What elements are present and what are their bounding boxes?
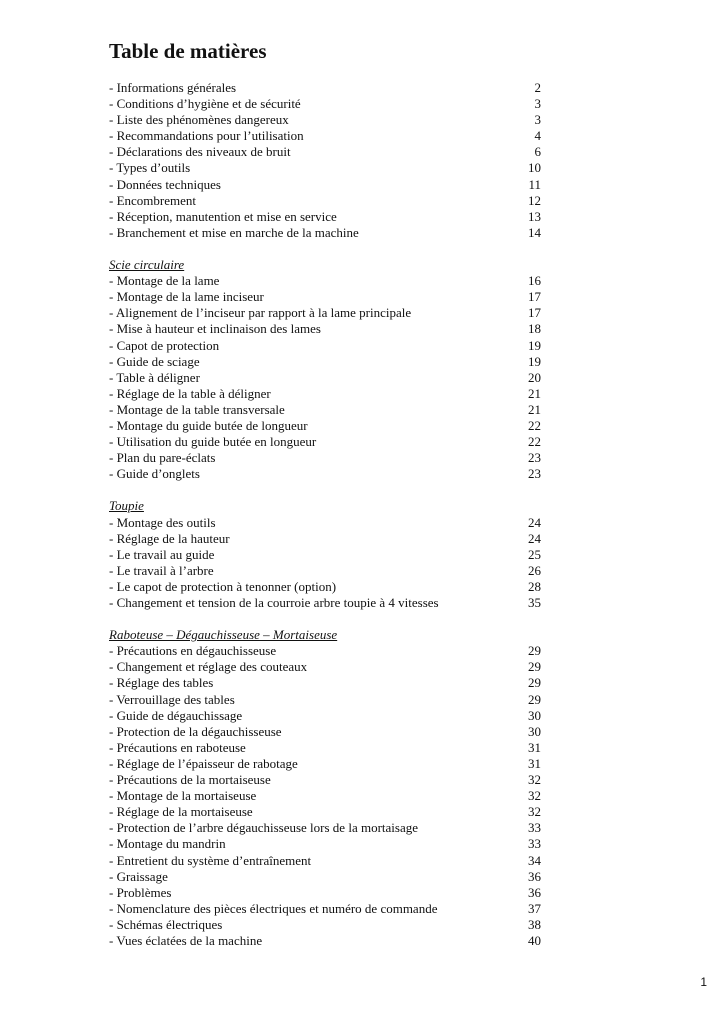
toc-entry (109, 804, 541, 820)
toc-entry-title: - Montage du guide butée de longueur (109, 417, 308, 433)
toc-entry-title: - Montage des outils (109, 514, 216, 530)
toc-entry-title: - Alignement de l’inciseur par rapport à la lame principale (109, 305, 412, 321)
toc-entry-title: - Protection de la dégauchisseuse (109, 723, 282, 739)
toc-entry (109, 547, 541, 563)
toc-entry-title: - Réception, manutention et mise en service (109, 208, 337, 224)
toc-entry (109, 772, 541, 788)
toc-entry-title: - Montage de la lame inciseur (109, 289, 264, 305)
toc-entry-title: - Protection de l’arbre dégauchisseuse lors de la mortaisage (109, 820, 418, 836)
toc-entry (109, 209, 541, 225)
toc-entry-page-number: 20 (528, 369, 541, 385)
toc-entry-title: - Le travail à l’arbre (109, 562, 214, 578)
toc-entry-title: - Guide de dégauchissage (109, 707, 243, 723)
toc-entry-page-number: 32 (528, 804, 541, 820)
toc-entry-page-number: 6 (534, 144, 541, 160)
toc-entry-title: - Capot de protection (109, 337, 220, 353)
toc-entry-page-number: 24 (528, 530, 541, 546)
toc-entry-page-number: 13 (528, 208, 541, 224)
toc-entry (109, 289, 541, 305)
toc-entry-title: - Informations générales (109, 80, 237, 95)
toc-entry (109, 418, 541, 434)
toc-entry (109, 144, 541, 160)
toc-entry (109, 128, 541, 144)
toc-entry (109, 708, 541, 724)
toc-entry-page-number: 38 (528, 916, 541, 932)
toc-entry-page-number: 3 (534, 112, 541, 128)
toc-entry-page-number: 23 (528, 450, 541, 466)
toc-entry-page-number: 30 (528, 723, 541, 739)
toc-entry-title: - Le capot de protection à tenonner (option) (109, 578, 337, 594)
toc-entry-page-number: 34 (528, 852, 541, 868)
toc-entry-page-number: 4 (534, 128, 541, 144)
toc-entry-page-number: 10 (528, 160, 541, 176)
toc-entry (109, 450, 541, 466)
toc-entry-title: - Vues éclatées de la machine (109, 932, 263, 948)
toc-entry (109, 820, 541, 836)
toc-entry-page-number: 24 (528, 514, 541, 530)
toc-entry-page-number: 37 (528, 900, 541, 916)
toc-entry-title: - Mise à hauteur et inclinaison des lames (109, 321, 321, 337)
toc-entry-title: - Précautions en raboteuse (109, 739, 246, 755)
toc-entry-page-number: 17 (528, 305, 541, 321)
toc-entry-title: - Guide de sciage (109, 353, 200, 369)
toc-entry-page-number: 21 (528, 401, 541, 417)
toc-entry (109, 643, 541, 659)
toc-entry (109, 321, 541, 337)
toc-entry-title: - Montage de la table transversale (109, 401, 285, 417)
toc-entry-page-number: 29 (528, 643, 541, 659)
toc-entry-page-number: 33 (528, 836, 541, 852)
toc-entry (109, 869, 541, 885)
toc-entry-page-number: 14 (528, 224, 541, 240)
toc-entry-page-number: 29 (528, 659, 541, 675)
toc-sections (109, 257, 541, 949)
toc-section (109, 257, 541, 482)
toc-entry-page-number: 23 (528, 466, 541, 482)
toc-entry-title: - Schémas électriques (109, 916, 223, 932)
toc-entry-title: - Plan du pare-éclats (109, 450, 216, 466)
toc-entry (109, 788, 541, 804)
toc-section-heading: Raboteuse – Dégauchisseuse – Mortaiseuse (109, 627, 338, 643)
toc-entry-page-number: 3 (534, 96, 541, 112)
toc-entry-page-number: 19 (528, 337, 541, 353)
toc-entry-title: - Réglage de la mortaiseuse (109, 804, 253, 820)
toc-entry (109, 225, 541, 241)
toc-entry (109, 466, 541, 482)
toc-entry-title: - Verrouillage des tables (109, 691, 235, 707)
toc-section-heading: Toupie (109, 498, 144, 514)
toc-entry (109, 675, 541, 691)
toc-entry-title: - Données techniques (109, 176, 221, 192)
toc-entry (109, 177, 541, 193)
toc-entry-title: - Liste des phénomènes dangereux (109, 112, 289, 128)
toc-entry-page-number: 32 (528, 788, 541, 804)
toc-entry-page-number: 36 (528, 884, 541, 900)
toc-entry-title: - Changement et réglage des couteaux (109, 659, 308, 675)
toc-entry-title: - Table à déligner (109, 369, 200, 385)
toc-entry-page-number: 2 (534, 80, 541, 95)
toc-entry-page-number: 33 (528, 820, 541, 836)
table-of-contents (109, 80, 541, 949)
toc-section (109, 498, 541, 611)
toc-entry-page-number: 22 (528, 434, 541, 450)
toc-entry-title: - Recommandations pour l’utilisation (109, 128, 304, 144)
toc-entry (109, 917, 541, 933)
toc-entry-title: - Déclarations des niveaux de bruit (109, 144, 291, 160)
page-number: 1 (700, 975, 707, 989)
toc-entry (109, 531, 541, 547)
toc-entry-title: - Types d’outils (109, 160, 191, 176)
toc-entry-page-number: 21 (528, 385, 541, 401)
toc-entry (109, 112, 541, 128)
toc-entry-title: - Précautions en dégauchisseuse (109, 643, 277, 659)
toc-entry-page-number: 36 (528, 868, 541, 884)
toc-entry-title: - Montage du mandrin (109, 836, 226, 852)
toc-entry-title: - Entretient du système d’entraînement (109, 852, 312, 868)
page-title: Table de matières (109, 39, 267, 63)
toc-section-heading: Scie circulaire (109, 257, 185, 273)
toc-entry-title: - Réglage de la hauteur (109, 530, 230, 546)
toc-entry-page-number: 26 (528, 562, 541, 578)
toc-entry (109, 853, 541, 869)
toc-entry (109, 659, 541, 675)
toc-entry-page-number: 28 (528, 578, 541, 594)
toc-entry-page-number: 31 (528, 739, 541, 755)
toc-entry-title: - Encombrement (109, 192, 196, 208)
toc-entry (109, 273, 541, 289)
toc-entry (109, 563, 541, 579)
toc-entry (109, 193, 541, 209)
toc-entry-page-number: 29 (528, 691, 541, 707)
toc-entry-page-number: 16 (528, 273, 541, 289)
toc-entry-page-number: 12 (528, 192, 541, 208)
toc-entry (109, 402, 541, 418)
toc-entry-title: - Nomenclature des pièces électriques et numéro de commande (109, 900, 438, 916)
toc-entry (109, 595, 541, 611)
toc-entry (109, 756, 541, 772)
toc-entry (109, 579, 541, 595)
toc-entry (109, 901, 541, 917)
toc-entry (109, 740, 541, 756)
toc-entry (109, 836, 541, 852)
toc-entry-title: - Guide d’onglets (109, 466, 200, 482)
toc-entry-page-number: 11 (528, 176, 541, 192)
toc-entry-title: - Précautions de la mortaiseuse (109, 772, 271, 788)
toc-entry-page-number: 30 (528, 707, 541, 723)
toc-entry (109, 370, 541, 386)
toc-entry (109, 305, 541, 321)
toc-entry-page-number: 31 (528, 755, 541, 771)
toc-entry (109, 724, 541, 740)
toc-entry (109, 354, 541, 370)
toc-entry-title: - Graissage (109, 868, 168, 884)
toc-entry (109, 933, 541, 949)
toc-entry (109, 885, 541, 901)
toc-entry-page-number: 32 (528, 772, 541, 788)
toc-entry (109, 80, 541, 96)
toc-entry-page-number: 22 (528, 417, 541, 433)
toc-entry (109, 515, 541, 531)
toc-entry-page-number: 17 (528, 289, 541, 305)
toc-entry-title: - Montage de la mortaiseuse (109, 788, 257, 804)
toc-entry (109, 386, 541, 402)
toc-entry-page-number: 40 (528, 932, 541, 948)
toc-entry (109, 338, 541, 354)
toc-entry-title: - Réglage de l’épaisseur de rabotage (109, 755, 298, 771)
toc-general-group (109, 80, 541, 241)
toc-entry-title: - Changement et tension de la courroie arbre toupie à 4 vitesses (109, 595, 439, 610)
toc-entry-page-number: 25 (528, 546, 541, 562)
toc-entry-title: - Montage de la lame (109, 273, 220, 289)
toc-entry (109, 96, 541, 112)
toc-entry (109, 434, 541, 450)
toc-entry-page-number: 29 (528, 675, 541, 691)
toc-entry (109, 692, 541, 708)
toc-entry-title: - Le travail au guide (109, 546, 215, 562)
toc-entry-title: - Branchement et mise en marche de la machine (109, 224, 359, 240)
toc-entry-title: - Réglage des tables (109, 675, 214, 691)
toc-entry-page-number: 35 (528, 595, 541, 610)
toc-entry-title: - Utilisation du guide butée en longueur (109, 434, 317, 450)
toc-entry (109, 160, 541, 176)
toc-entry-title: - Conditions d’hygiène et de sécurité (109, 96, 301, 112)
toc-entry-page-number: 19 (528, 353, 541, 369)
toc-entry-page-number: 18 (528, 321, 541, 337)
toc-section (109, 627, 541, 949)
toc-entry-title: - Problèmes (109, 884, 172, 900)
toc-entry-title: - Réglage de la table à déligner (109, 385, 271, 401)
